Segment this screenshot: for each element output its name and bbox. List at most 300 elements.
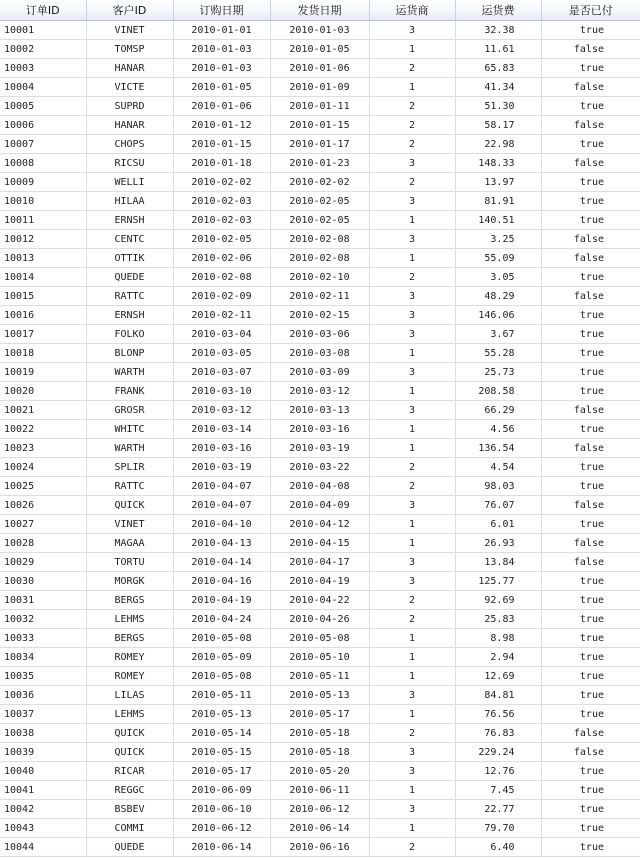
paid-cell: false (541, 116, 640, 135)
paid-cell: true (541, 610, 640, 629)
table-row[interactable] (0, 553, 640, 572)
freight-cell: 6.01 (455, 515, 541, 534)
order-date-cell: 2010-01-03 (173, 40, 270, 59)
freight-cell: 22.98 (455, 135, 541, 154)
freight-cell: 65.83 (455, 59, 541, 78)
paid-cell: true (541, 135, 640, 154)
customer-id-cell: BERGS (86, 629, 173, 648)
customer-id-cell: GROSR (86, 401, 173, 420)
table-row[interactable] (0, 762, 640, 781)
table-row[interactable] (0, 439, 640, 458)
customer-id-cell: REGGC (86, 781, 173, 800)
shipper-cell: 3 (369, 21, 455, 40)
paid-cell: true (541, 344, 640, 363)
header-row (0, 0, 640, 21)
ship-date-cell: 2010-06-11 (270, 781, 369, 800)
shipper-cell: 1 (369, 648, 455, 667)
order-id-cell: 10039 (0, 743, 86, 762)
freight-cell: 32.38 (455, 21, 541, 40)
customer-id-cell: TORTU (86, 553, 173, 572)
freight-cell: 76.56 (455, 705, 541, 724)
paid-cell: true (541, 781, 640, 800)
shipper-cell: 1 (369, 705, 455, 724)
shipper-cell: 1 (369, 344, 455, 363)
paid-cell: true (541, 59, 640, 78)
table-row[interactable] (0, 382, 640, 401)
ship-date-cell: 2010-02-08 (270, 230, 369, 249)
ship-date-cell: 2010-01-23 (270, 154, 369, 173)
freight-cell: 81.91 (455, 192, 541, 211)
shipper-cell: 3 (369, 306, 455, 325)
shipper-cell: 3 (369, 686, 455, 705)
shipper-cell: 3 (369, 363, 455, 382)
ship-date-cell: 2010-02-05 (270, 211, 369, 230)
paid-cell: false (541, 439, 640, 458)
header-order-id[interactable]: 订单ID (0, 0, 86, 21)
customer-id-cell: CENTC (86, 230, 173, 249)
customer-id-cell: WARTH (86, 363, 173, 382)
table-row[interactable] (0, 249, 640, 268)
freight-cell: 12.76 (455, 762, 541, 781)
order-date-cell: 2010-02-02 (173, 173, 270, 192)
freight-cell: 98.03 (455, 477, 541, 496)
order-id-cell: 10043 (0, 819, 86, 838)
order-id-cell: 10017 (0, 325, 86, 344)
customer-id-cell: QUEDE (86, 838, 173, 857)
order-date-cell: 2010-01-06 (173, 97, 270, 116)
customer-id-cell: SUPRD (86, 97, 173, 116)
customer-id-cell: RATTC (86, 287, 173, 306)
shipper-cell: 3 (369, 800, 455, 819)
freight-cell: 55.28 (455, 344, 541, 363)
paid-cell: false (541, 287, 640, 306)
order-id-cell: 10008 (0, 154, 86, 173)
order-date-cell: 2010-01-18 (173, 154, 270, 173)
shipper-cell: 1 (369, 534, 455, 553)
ship-date-cell: 2010-05-17 (270, 705, 369, 724)
shipper-cell: 1 (369, 211, 455, 230)
customer-id-cell: ROMEY (86, 667, 173, 686)
table-row[interactable] (0, 97, 640, 116)
order-date-cell: 2010-02-11 (173, 306, 270, 325)
order-date-cell: 2010-03-16 (173, 439, 270, 458)
shipper-cell: 2 (369, 458, 455, 477)
ship-date-cell: 2010-03-09 (270, 363, 369, 382)
order-id-cell: 10030 (0, 572, 86, 591)
freight-cell: 79.70 (455, 819, 541, 838)
order-date-cell: 2010-01-01 (173, 21, 270, 40)
order-id-cell: 10023 (0, 439, 86, 458)
table-row[interactable] (0, 344, 640, 363)
shipper-cell: 2 (369, 477, 455, 496)
shipper-cell: 3 (369, 762, 455, 781)
order-id-cell: 10020 (0, 382, 86, 401)
shipper-cell: 1 (369, 382, 455, 401)
order-date-cell: 2010-01-03 (173, 59, 270, 78)
shipper-cell: 3 (369, 743, 455, 762)
ship-date-cell: 2010-04-19 (270, 572, 369, 591)
paid-cell: false (541, 78, 640, 97)
customer-id-cell: BLONP (86, 344, 173, 363)
order-date-cell: 2010-02-03 (173, 192, 270, 211)
order-id-cell: 10038 (0, 724, 86, 743)
order-id-cell: 10027 (0, 515, 86, 534)
table-row[interactable] (0, 705, 640, 724)
order-id-cell: 10028 (0, 534, 86, 553)
shipper-cell: 2 (369, 97, 455, 116)
paid-cell: true (541, 629, 640, 648)
order-id-cell: 10016 (0, 306, 86, 325)
shipper-cell: 3 (369, 572, 455, 591)
header-shipper[interactable]: 运货商 (369, 0, 455, 21)
customer-id-cell: LILAS (86, 686, 173, 705)
paid-cell: false (541, 534, 640, 553)
shipper-cell: 2 (369, 59, 455, 78)
order-date-cell: 2010-04-13 (173, 534, 270, 553)
shipper-cell: 3 (369, 154, 455, 173)
shipper-cell: 2 (369, 173, 455, 192)
order-date-cell: 2010-04-14 (173, 553, 270, 572)
shipper-cell: 2 (369, 838, 455, 857)
customer-id-cell: MAGAA (86, 534, 173, 553)
order-id-cell: 10019 (0, 363, 86, 382)
order-id-cell: 10003 (0, 59, 86, 78)
paid-cell: true (541, 382, 640, 401)
order-id-cell: 10034 (0, 648, 86, 667)
order-date-cell: 2010-03-07 (173, 363, 270, 382)
table-row[interactable] (0, 325, 640, 344)
table-row[interactable] (0, 78, 640, 97)
freight-cell: 51.30 (455, 97, 541, 116)
customer-id-cell: BSBEV (86, 800, 173, 819)
freight-cell: 7.45 (455, 781, 541, 800)
ship-date-cell: 2010-01-03 (270, 21, 369, 40)
customer-id-cell: QUICK (86, 496, 173, 515)
table-row[interactable] (0, 230, 640, 249)
freight-cell: 41.34 (455, 78, 541, 97)
freight-cell: 11.61 (455, 40, 541, 59)
ship-date-cell: 2010-01-17 (270, 135, 369, 154)
table-row[interactable] (0, 629, 640, 648)
table-row[interactable] (0, 154, 640, 173)
paid-cell: true (541, 420, 640, 439)
freight-cell: 6.40 (455, 838, 541, 857)
table-row[interactable] (0, 192, 640, 211)
table-row[interactable] (0, 420, 640, 439)
order-id-cell: 10022 (0, 420, 86, 439)
freight-cell: 84.81 (455, 686, 541, 705)
order-id-cell: 10026 (0, 496, 86, 515)
order-id-cell: 10033 (0, 629, 86, 648)
customer-id-cell: VICTE (86, 78, 173, 97)
order-id-cell: 10010 (0, 192, 86, 211)
order-date-cell: 2010-06-10 (173, 800, 270, 819)
paid-cell: true (541, 572, 640, 591)
ship-date-cell: 2010-02-10 (270, 268, 369, 287)
table-row[interactable] (0, 59, 640, 78)
shipper-cell: 2 (369, 724, 455, 743)
ship-date-cell: 2010-04-09 (270, 496, 369, 515)
table-row[interactable] (0, 40, 640, 59)
order-date-cell: 2010-04-07 (173, 477, 270, 496)
order-id-cell: 10040 (0, 762, 86, 781)
freight-cell: 76.83 (455, 724, 541, 743)
freight-cell: 55.09 (455, 249, 541, 268)
order-id-cell: 10004 (0, 78, 86, 97)
order-id-cell: 10037 (0, 705, 86, 724)
ship-date-cell: 2010-02-08 (270, 249, 369, 268)
order-date-cell: 2010-05-15 (173, 743, 270, 762)
shipper-cell: 2 (369, 135, 455, 154)
order-date-cell: 2010-02-03 (173, 211, 270, 230)
paid-cell: true (541, 800, 640, 819)
customer-id-cell: ERNSH (86, 306, 173, 325)
table-row[interactable] (0, 211, 640, 230)
customer-id-cell: LEHMS (86, 610, 173, 629)
order-date-cell: 2010-03-04 (173, 325, 270, 344)
shipper-cell: 1 (369, 78, 455, 97)
paid-cell: false (541, 230, 640, 249)
order-date-cell: 2010-05-11 (173, 686, 270, 705)
shipper-cell: 2 (369, 268, 455, 287)
order-date-cell: 2010-06-14 (173, 838, 270, 857)
ship-date-cell: 2010-01-06 (270, 59, 369, 78)
order-id-cell: 10018 (0, 344, 86, 363)
order-id-cell: 10024 (0, 458, 86, 477)
paid-cell: false (541, 154, 640, 173)
paid-cell: true (541, 591, 640, 610)
order-id-cell: 10041 (0, 781, 86, 800)
paid-cell: true (541, 477, 640, 496)
customer-id-cell: RICAR (86, 762, 173, 781)
paid-cell: true (541, 667, 640, 686)
shipper-cell: 1 (369, 439, 455, 458)
order-id-cell: 10006 (0, 116, 86, 135)
shipper-cell: 1 (369, 667, 455, 686)
order-date-cell: 2010-01-05 (173, 78, 270, 97)
paid-cell: true (541, 648, 640, 667)
table-row[interactable] (0, 401, 640, 420)
shipper-cell: 2 (369, 591, 455, 610)
table-row[interactable] (0, 610, 640, 629)
freight-cell: 2.94 (455, 648, 541, 667)
table-row[interactable] (0, 363, 640, 382)
ship-date-cell: 2010-03-16 (270, 420, 369, 439)
paid-cell: true (541, 838, 640, 857)
table-row[interactable] (0, 648, 640, 667)
shipper-cell: 1 (369, 781, 455, 800)
order-date-cell: 2010-02-05 (173, 230, 270, 249)
table-row[interactable] (0, 477, 640, 496)
order-date-cell: 2010-01-15 (173, 135, 270, 154)
ship-date-cell: 2010-03-08 (270, 344, 369, 363)
order-date-cell: 2010-02-09 (173, 287, 270, 306)
order-date-cell: 2010-04-19 (173, 591, 270, 610)
ship-date-cell: 2010-06-12 (270, 800, 369, 819)
order-date-cell: 2010-03-14 (173, 420, 270, 439)
table-row[interactable] (0, 458, 640, 477)
order-date-cell: 2010-04-16 (173, 572, 270, 591)
table-row[interactable] (0, 173, 640, 192)
order-id-cell: 10011 (0, 211, 86, 230)
order-id-cell: 10032 (0, 610, 86, 629)
table-row[interactable] (0, 838, 640, 857)
order-date-cell: 2010-05-17 (173, 762, 270, 781)
header-order-date[interactable]: 订购日期 (173, 0, 270, 21)
table-row[interactable] (0, 116, 640, 135)
freight-cell: 76.07 (455, 496, 541, 515)
paid-cell: true (541, 211, 640, 230)
customer-id-cell: TOMSP (86, 40, 173, 59)
order-date-cell: 2010-02-08 (173, 268, 270, 287)
table-row[interactable] (0, 21, 640, 40)
order-date-cell: 2010-05-14 (173, 724, 270, 743)
freight-cell: 92.69 (455, 591, 541, 610)
paid-cell: true (541, 173, 640, 192)
freight-cell: 146.06 (455, 306, 541, 325)
paid-cell: true (541, 21, 640, 40)
shipper-cell: 3 (369, 325, 455, 344)
order-id-cell: 10044 (0, 838, 86, 857)
order-date-cell: 2010-05-09 (173, 648, 270, 667)
paid-cell: true (541, 762, 640, 781)
freight-cell: 208.58 (455, 382, 541, 401)
freight-cell: 13.84 (455, 553, 541, 572)
header-ship-date[interactable]: 发货日期 (270, 0, 369, 21)
customer-id-cell: WELLI (86, 173, 173, 192)
customer-id-cell: WARTH (86, 439, 173, 458)
order-id-cell: 10029 (0, 553, 86, 572)
table-row[interactable] (0, 572, 640, 591)
ship-date-cell: 2010-04-08 (270, 477, 369, 496)
header-paid[interactable]: 是否已付 (541, 0, 640, 21)
table-row[interactable] (0, 306, 640, 325)
order-date-cell: 2010-02-06 (173, 249, 270, 268)
freight-cell: 4.56 (455, 420, 541, 439)
header-freight[interactable]: 运货费 (455, 0, 541, 21)
shipper-cell: 1 (369, 819, 455, 838)
ship-date-cell: 2010-06-14 (270, 819, 369, 838)
shipper-cell: 3 (369, 230, 455, 249)
order-date-cell: 2010-04-24 (173, 610, 270, 629)
order-date-cell: 2010-05-08 (173, 667, 270, 686)
table-row[interactable] (0, 819, 640, 838)
customer-id-cell: HANAR (86, 116, 173, 135)
freight-cell: 22.77 (455, 800, 541, 819)
table-row[interactable] (0, 287, 640, 306)
table-row[interactable] (0, 781, 640, 800)
paid-cell: false (541, 249, 640, 268)
shipper-cell: 3 (369, 287, 455, 306)
table-row[interactable] (0, 800, 640, 819)
customer-id-cell: FOLKO (86, 325, 173, 344)
shipper-cell: 3 (369, 553, 455, 572)
order-id-cell: 10025 (0, 477, 86, 496)
ship-date-cell: 2010-05-11 (270, 667, 369, 686)
order-id-cell: 10031 (0, 591, 86, 610)
table-row[interactable] (0, 724, 640, 743)
ship-date-cell: 2010-01-11 (270, 97, 369, 116)
freight-cell: 26.93 (455, 534, 541, 553)
customer-id-cell: ERNSH (86, 211, 173, 230)
table-row[interactable] (0, 667, 640, 686)
order-id-cell: 10014 (0, 268, 86, 287)
ship-date-cell: 2010-05-18 (270, 743, 369, 762)
ship-date-cell: 2010-05-18 (270, 724, 369, 743)
order-date-cell: 2010-04-07 (173, 496, 270, 515)
paid-cell: true (541, 686, 640, 705)
customer-id-cell: RICSU (86, 154, 173, 173)
freight-cell: 3.25 (455, 230, 541, 249)
shipper-cell: 2 (369, 116, 455, 135)
ship-date-cell: 2010-01-09 (270, 78, 369, 97)
ship-date-cell: 2010-01-05 (270, 40, 369, 59)
customer-id-cell: RATTC (86, 477, 173, 496)
freight-cell: 3.05 (455, 268, 541, 287)
shipper-cell: 1 (369, 629, 455, 648)
table-row[interactable] (0, 268, 640, 287)
freight-cell: 136.54 (455, 439, 541, 458)
paid-cell: true (541, 458, 640, 477)
table-row[interactable] (0, 591, 640, 610)
table-row[interactable] (0, 135, 640, 154)
order-id-cell: 10013 (0, 249, 86, 268)
customer-id-cell: SPLIR (86, 458, 173, 477)
ship-date-cell: 2010-03-06 (270, 325, 369, 344)
order-id-cell: 10002 (0, 40, 86, 59)
header-customer-id[interactable]: 客户ID (86, 0, 173, 21)
ship-date-cell: 2010-02-05 (270, 192, 369, 211)
shipper-cell: 1 (369, 420, 455, 439)
table-row[interactable] (0, 686, 640, 705)
paid-cell: false (541, 496, 640, 515)
customer-id-cell: WHITC (86, 420, 173, 439)
ship-date-cell: 2010-01-15 (270, 116, 369, 135)
order-date-cell: 2010-06-09 (173, 781, 270, 800)
order-id-cell: 10005 (0, 97, 86, 116)
table-row[interactable] (0, 496, 640, 515)
order-date-cell: 2010-03-05 (173, 344, 270, 363)
freight-cell: 25.73 (455, 363, 541, 382)
ship-date-cell: 2010-04-15 (270, 534, 369, 553)
freight-cell: 125.77 (455, 572, 541, 591)
ship-date-cell: 2010-04-22 (270, 591, 369, 610)
customer-id-cell: QUICK (86, 743, 173, 762)
order-id-cell: 10021 (0, 401, 86, 420)
customer-id-cell: LEHMS (86, 705, 173, 724)
paid-cell: false (541, 401, 640, 420)
table-row[interactable] (0, 515, 640, 534)
freight-cell: 4.54 (455, 458, 541, 477)
paid-cell: false (541, 40, 640, 59)
customer-id-cell: MORGK (86, 572, 173, 591)
ship-date-cell: 2010-04-26 (270, 610, 369, 629)
freight-cell: 25.83 (455, 610, 541, 629)
order-date-cell: 2010-04-10 (173, 515, 270, 534)
freight-cell: 3.67 (455, 325, 541, 344)
order-id-cell: 10036 (0, 686, 86, 705)
table-row[interactable] (0, 534, 640, 553)
order-date-cell: 2010-03-10 (173, 382, 270, 401)
table-row[interactable] (0, 743, 640, 762)
paid-cell: true (541, 97, 640, 116)
ship-date-cell: 2010-05-20 (270, 762, 369, 781)
paid-cell: true (541, 268, 640, 287)
ship-date-cell: 2010-04-12 (270, 515, 369, 534)
shipper-cell: 3 (369, 192, 455, 211)
order-id-cell: 10007 (0, 135, 86, 154)
order-id-cell: 10035 (0, 667, 86, 686)
